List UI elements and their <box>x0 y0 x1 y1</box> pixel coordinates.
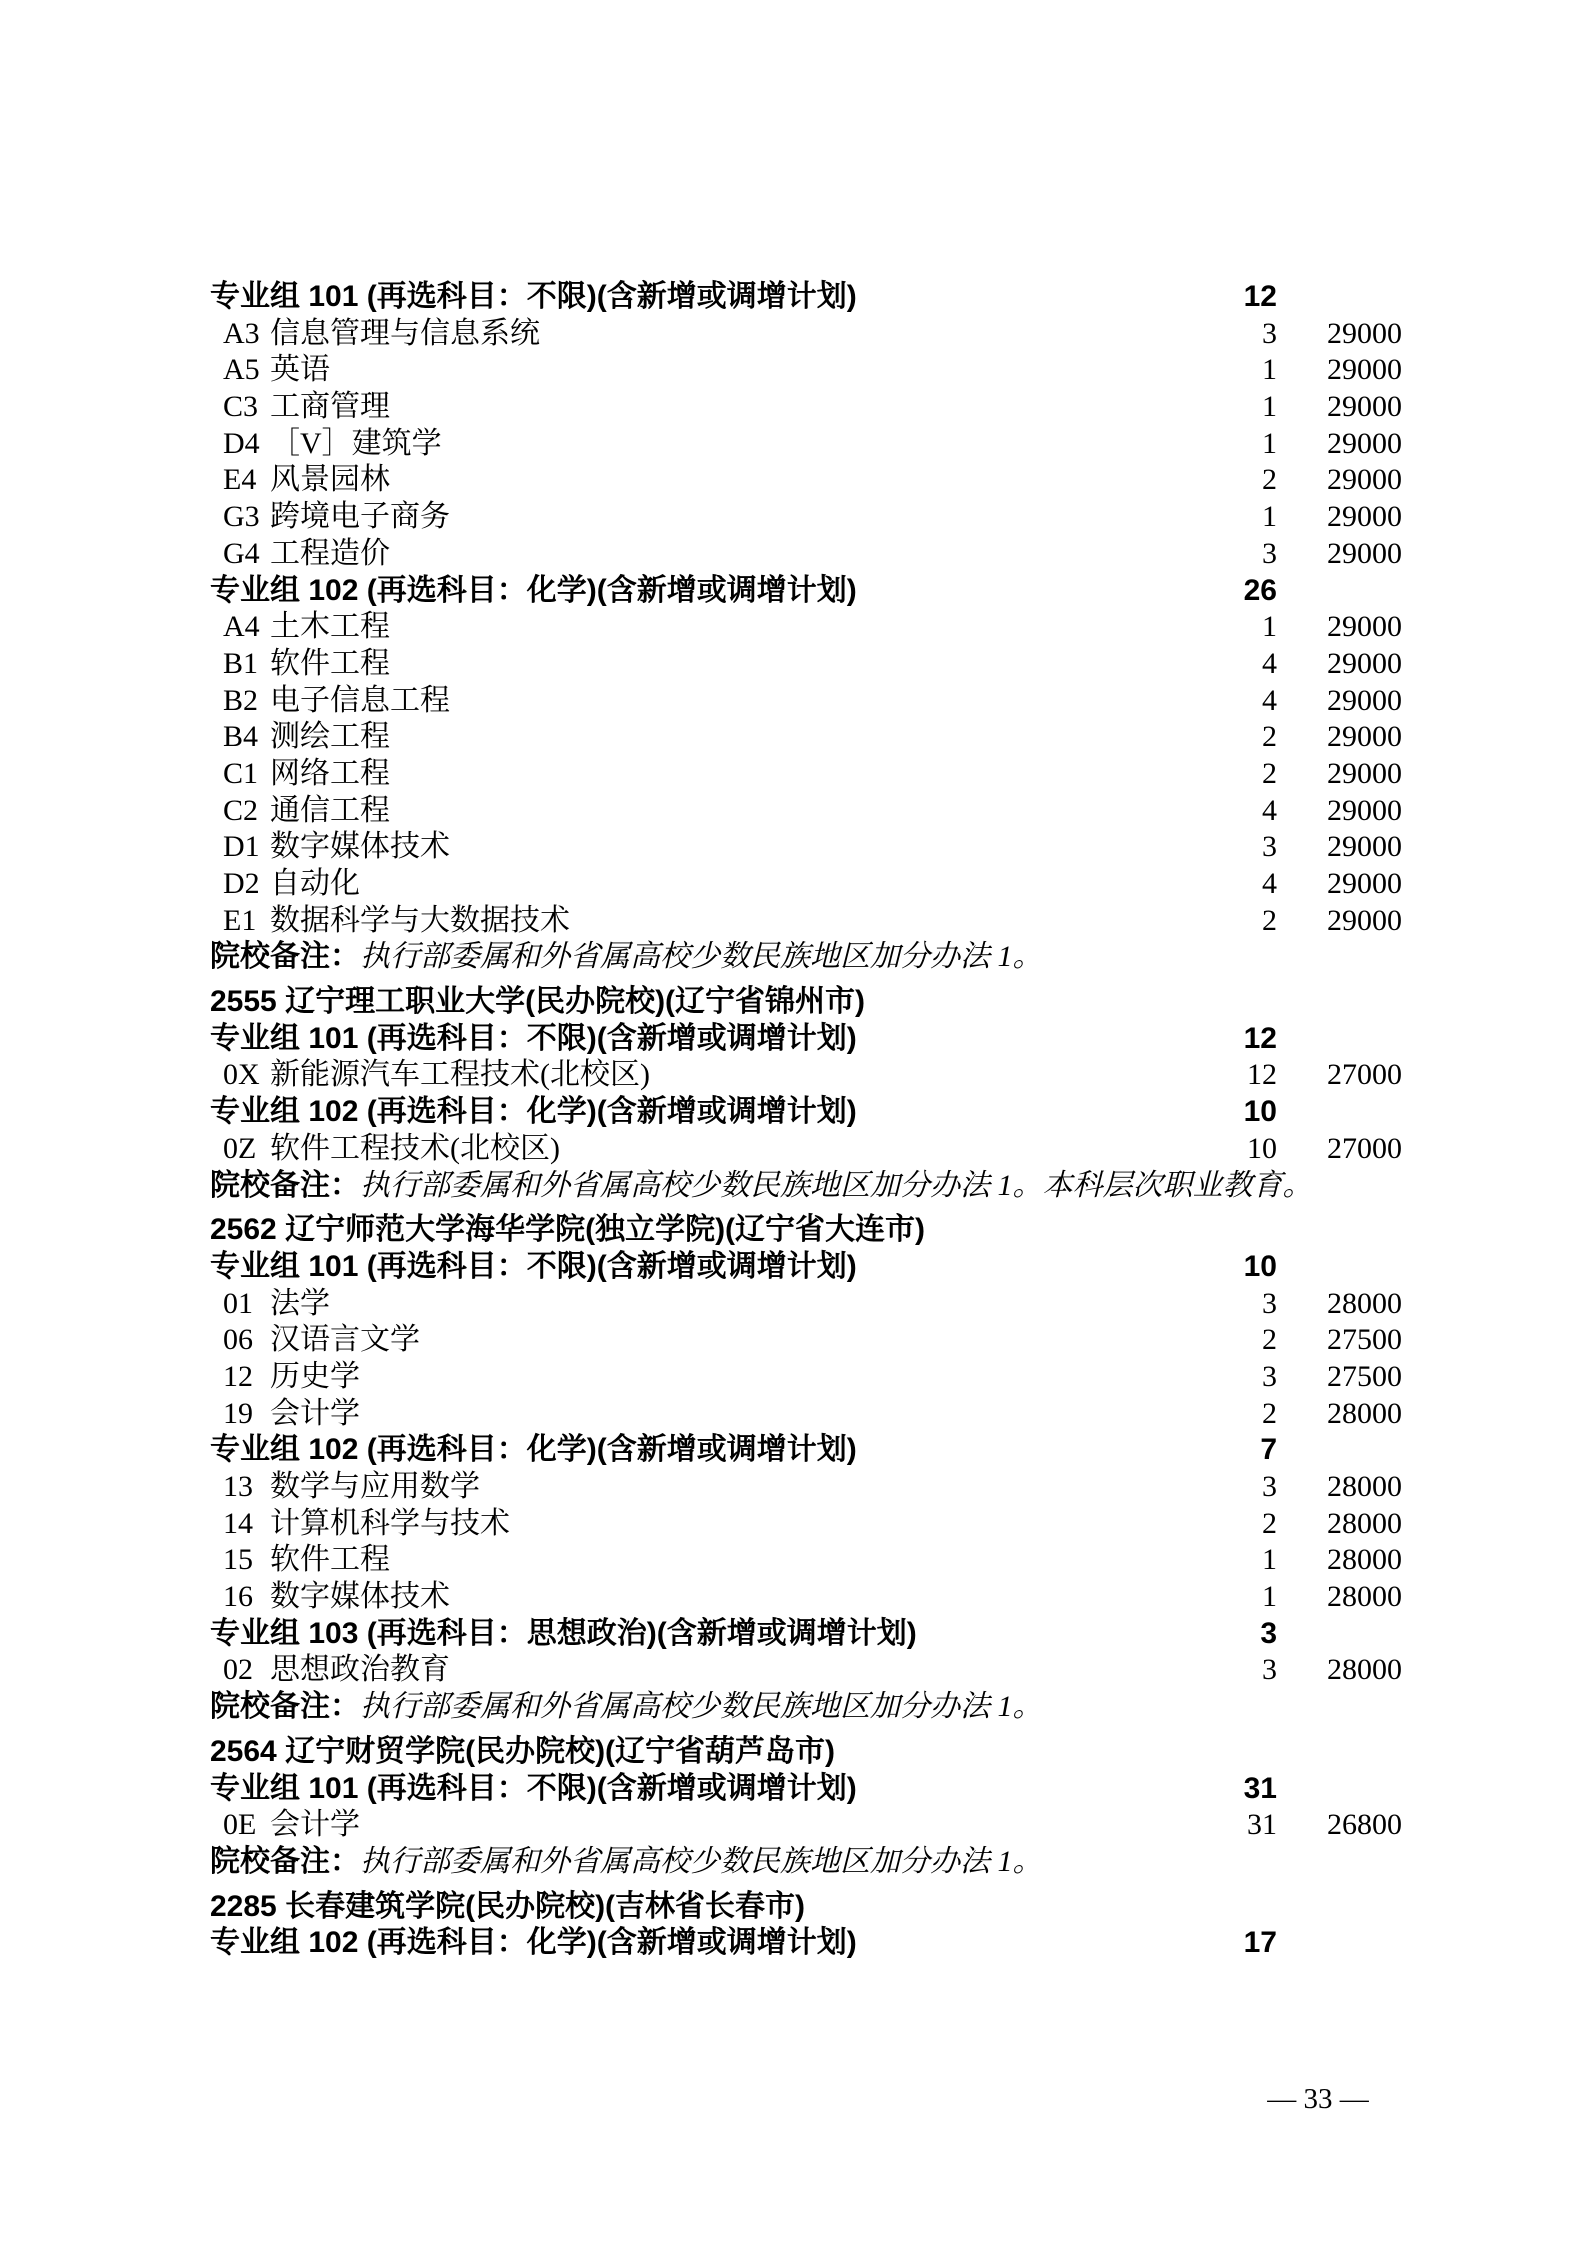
major-row <box>210 683 1402 720</box>
major-label <box>210 1359 1205 1396</box>
group-header <box>210 1021 1402 1058</box>
group-total: 10 <box>1243 1095 1277 1129</box>
major-name: 计算机科学与技术 <box>270 1506 510 1540</box>
major-code: 0X <box>223 1058 260 1092</box>
group-title: 专业组 101 (再选科目：不限)(含新增或调增计划) <box>210 280 857 313</box>
remark-text: 执行部委属和外省属高校少数民族地区加分办法 1。本科层次职业教育。 <box>360 1168 1313 1202</box>
major-label <box>210 646 1205 683</box>
major-code: A4 <box>223 610 260 644</box>
major-name: 法学 <box>270 1286 330 1320</box>
remark <box>210 1689 1402 1726</box>
group-total: 12 <box>1243 1021 1277 1055</box>
page-number: — 33 — <box>1267 2083 1369 2115</box>
major-code: E1 <box>223 903 257 937</box>
remark-label: 院校备注： <box>210 1690 360 1724</box>
major-name: 软件工程 <box>270 1543 390 1577</box>
major-name: 英语 <box>270 353 330 387</box>
major-fee: 29000 <box>1327 610 1402 644</box>
major-code: 0E <box>223 1808 257 1842</box>
major-count: 1 <box>1262 610 1277 644</box>
major-row <box>210 1807 1402 1844</box>
major-fee: 27500 <box>1327 1359 1402 1393</box>
major-label <box>210 1652 1205 1689</box>
group-title: 专业组 103 (再选科目：思想政治)(含新增或调增计划) <box>210 1616 917 1650</box>
major-count: 2 <box>1262 1506 1277 1540</box>
major-row <box>210 1579 1402 1616</box>
group-title: 专业组 102 (再选科目：化学)(含新增或调增计划) <box>210 1433 857 1467</box>
school-header <box>210 984 1402 1021</box>
major-code: B4 <box>223 720 259 754</box>
major-name: 汉语言文学 <box>270 1323 420 1357</box>
major-label <box>210 462 1205 499</box>
major-row <box>210 646 1402 683</box>
major-fee: 29000 <box>1327 830 1402 864</box>
major-name: 土木工程 <box>270 610 390 644</box>
major-label <box>210 793 1205 830</box>
major-name: 风景园林 <box>270 463 390 497</box>
major-code: D1 <box>223 830 260 864</box>
major-fee: 29000 <box>1327 756 1402 790</box>
major-name: 工程造价 <box>270 536 390 570</box>
major-fee: 29000 <box>1327 867 1402 900</box>
group-header <box>210 1094 1402 1131</box>
major-label <box>210 1579 1205 1616</box>
major-row <box>210 1542 1402 1579</box>
major-label <box>210 316 1205 353</box>
major-fee: 29000 <box>1327 646 1402 680</box>
major-row <box>210 389 1402 426</box>
major-name: 会计学 <box>270 1396 360 1430</box>
major-count: 1 <box>1262 500 1277 534</box>
major-count: 4 <box>1262 646 1277 680</box>
major-count: 2 <box>1262 1323 1277 1357</box>
major-row <box>210 829 1402 866</box>
major-row <box>210 903 1402 940</box>
major-label <box>210 1807 1205 1844</box>
group-header <box>210 1925 1402 1962</box>
major-count: 4 <box>1262 683 1277 717</box>
group-title: 专业组 101 (再选科目：不限)(含新增或调增计划) <box>210 1249 857 1283</box>
major-row <box>210 1506 1402 1543</box>
remark-label: 院校备注： <box>210 1844 360 1878</box>
major-name: 历史学 <box>270 1359 360 1393</box>
major-fee: 27000 <box>1327 1058 1402 1092</box>
major-label <box>210 389 1205 426</box>
major-code: C2 <box>223 793 259 827</box>
major-row <box>210 499 1402 536</box>
group-total: 26 <box>1243 573 1277 607</box>
major-code: G3 <box>223 500 260 534</box>
major-code: 12 <box>223 1359 253 1393</box>
group-title: 专业组 102 (再选科目：化学)(含新增或调增计划) <box>210 1095 857 1129</box>
group-total: 17 <box>1243 1926 1277 1960</box>
major-count: 10 <box>1247 1131 1277 1165</box>
major-row <box>210 1131 1402 1168</box>
major-row <box>210 352 1402 389</box>
major-count: 2 <box>1262 756 1277 790</box>
major-label <box>210 1286 1205 1323</box>
major-row <box>210 462 1402 499</box>
remark-label: 院校备注： <box>210 1168 360 1202</box>
major-code: E4 <box>223 463 257 497</box>
remark <box>210 1168 1402 1205</box>
major-code: 0Z <box>223 1131 257 1165</box>
group-total: 3 <box>1260 1616 1277 1650</box>
major-label <box>210 866 1205 903</box>
major-count: 3 <box>1262 1359 1277 1393</box>
major-name: 数据科学与大数据技术 <box>270 903 570 937</box>
major-fee: 28000 <box>1327 1286 1402 1320</box>
school-header <box>210 1212 1402 1249</box>
major-name: 网络工程 <box>270 756 390 790</box>
major-row <box>210 1396 1402 1433</box>
major-label <box>210 1322 1205 1359</box>
major-label <box>210 426 1205 463</box>
remark <box>210 1844 1402 1881</box>
major-code: 15 <box>223 1543 253 1577</box>
group-total: 31 <box>1243 1771 1277 1805</box>
group-title: 专业组 102 (再选科目：化学)(含新增或调增计划) <box>210 573 857 607</box>
major-label <box>210 499 1205 536</box>
major-label <box>210 1057 1205 1094</box>
remark-row <box>210 1689 1402 1726</box>
major-fee: 29000 <box>1327 390 1402 424</box>
major-name: 软件工程技术(北校区) <box>270 1131 560 1165</box>
major-code: A5 <box>223 353 260 387</box>
major-label <box>210 352 1205 389</box>
remark <box>210 939 1402 976</box>
group-total: 7 <box>1260 1433 1277 1467</box>
major-label <box>210 609 1205 646</box>
remark-row <box>210 1168 1402 1205</box>
major-name: 数学与应用数学 <box>270 1470 480 1503</box>
remark-text: 执行部委属和外省属高校少数民族地区加分办法 1。 <box>360 1844 1043 1878</box>
major-code: 19 <box>223 1396 253 1430</box>
major-label <box>210 719 1205 756</box>
major-row <box>210 1469 1402 1506</box>
major-count: 1 <box>1262 1580 1277 1614</box>
major-code: 13 <box>223 1470 253 1503</box>
major-code: D2 <box>223 867 260 900</box>
remark-text: 执行部委属和外省属高校少数民族地区加分办法 1。 <box>360 1690 1043 1724</box>
school-header <box>210 1734 1402 1771</box>
major-count: 2 <box>1262 720 1277 754</box>
major-fee: 29000 <box>1327 536 1402 570</box>
group-header <box>210 279 1402 316</box>
major-count: 3 <box>1262 830 1277 864</box>
major-fee: 29000 <box>1327 353 1402 387</box>
major-name: 自动化 <box>270 867 360 900</box>
group-header <box>210 1771 1402 1808</box>
major-code: 01 <box>223 1286 253 1320</box>
major-count: 3 <box>1262 1286 1277 1320</box>
major-fee: 29000 <box>1327 426 1402 460</box>
group-header <box>210 573 1402 610</box>
group-title: 专业组 102 (再选科目：化学)(含新增或调增计划) <box>210 1926 857 1960</box>
remark-row <box>210 1844 1402 1881</box>
major-row <box>210 426 1402 463</box>
major-name: 软件工程 <box>270 646 390 680</box>
group-title: 专业组 101 (再选科目：不限)(含新增或调增计划) <box>210 1771 857 1805</box>
major-label <box>210 903 1205 940</box>
major-fee: 28000 <box>1327 1653 1402 1687</box>
major-count: 3 <box>1262 316 1277 350</box>
major-count: 12 <box>1247 1058 1277 1092</box>
major-code: C3 <box>223 390 259 424</box>
major-label <box>210 1396 1205 1433</box>
major-row <box>210 316 1402 353</box>
major-code: 06 <box>223 1323 253 1357</box>
major-name: 数字媒体技术 <box>270 1580 450 1614</box>
major-code: G4 <box>223 536 260 570</box>
major-row <box>210 1322 1402 1359</box>
remark-label: 院校备注： <box>210 940 360 974</box>
group-header <box>210 1432 1402 1469</box>
remark-text: 执行部委属和外省属高校少数民族地区加分办法 1。 <box>360 940 1043 974</box>
major-count: 1 <box>1262 1543 1277 1577</box>
major-count: 3 <box>1262 1653 1277 1687</box>
major-code: 02 <box>223 1653 253 1687</box>
major-name: 信息管理与信息系统 <box>270 316 540 350</box>
school-title: 2564 辽宁财贸学院(民办院校)(辽宁省葫芦岛市) <box>210 1734 836 1768</box>
major-count: 31 <box>1247 1808 1277 1842</box>
group-total: 10 <box>1243 1249 1277 1283</box>
major-code: A3 <box>223 316 260 350</box>
major-code: D4 <box>223 426 260 460</box>
group-header <box>210 1616 1402 1653</box>
major-count: 2 <box>1262 903 1277 937</box>
major-label <box>210 1506 1205 1543</box>
major-count: 4 <box>1262 793 1277 827</box>
major-row <box>210 1359 1402 1396</box>
major-fee: 29000 <box>1327 500 1402 534</box>
major-count: 4 <box>1262 867 1277 900</box>
major-code: B2 <box>223 683 259 717</box>
major-code: 16 <box>223 1580 253 1614</box>
major-fee: 29000 <box>1327 903 1402 937</box>
major-name: 思想政治教育 <box>270 1653 450 1687</box>
major-row <box>210 1057 1402 1094</box>
major-name: 测绘工程 <box>270 720 390 754</box>
major-count: 1 <box>1262 390 1277 424</box>
admission-plan-list <box>210 279 1402 1962</box>
major-fee: 29000 <box>1327 463 1402 497</box>
major-count: 3 <box>1262 1470 1277 1503</box>
major-fee: 27000 <box>1327 1131 1402 1165</box>
major-name: 工商管理 <box>270 390 390 424</box>
group-title: 专业组 101 (再选科目：不限)(含新增或调增计划) <box>210 1021 857 1055</box>
major-label <box>210 1469 1205 1506</box>
major-name: ［V］建筑学 <box>270 426 442 460</box>
major-label <box>210 756 1205 793</box>
group-total: 12 <box>1243 280 1277 313</box>
major-name: 会计学 <box>270 1808 360 1842</box>
major-fee: 27500 <box>1327 1323 1402 1357</box>
major-row <box>210 719 1402 756</box>
major-label <box>210 683 1205 720</box>
major-label <box>210 1542 1205 1579</box>
major-row <box>210 793 1402 830</box>
school-header <box>210 1889 1402 1926</box>
major-name: 数字媒体技术 <box>270 830 450 864</box>
group-header <box>210 1249 1402 1286</box>
major-fee: 28000 <box>1327 1506 1402 1540</box>
major-code: 14 <box>223 1506 253 1540</box>
school-title: 2562 辽宁师范大学海华学院(独立学院)(辽宁省大连市) <box>210 1213 926 1247</box>
school-title: 2555 辽宁理工职业大学(民办院校)(辽宁省锦州市) <box>210 985 866 1019</box>
major-fee: 29000 <box>1327 683 1402 717</box>
major-row <box>210 1652 1402 1689</box>
major-fee: 29000 <box>1327 316 1402 350</box>
major-row <box>210 1286 1402 1323</box>
major-label <box>210 829 1205 866</box>
major-count: 2 <box>1262 1396 1277 1430</box>
major-count: 3 <box>1262 536 1277 570</box>
major-code: B1 <box>223 646 259 680</box>
major-count: 1 <box>1262 353 1277 387</box>
major-name: 电子信息工程 <box>270 683 450 717</box>
major-name: 新能源汽车工程技术(北校区) <box>270 1058 650 1092</box>
major-code: C1 <box>223 756 259 790</box>
major-row <box>210 756 1402 793</box>
major-row <box>210 866 1402 903</box>
major-fee: 29000 <box>1327 793 1402 827</box>
major-fee: 29000 <box>1327 720 1402 754</box>
major-label <box>210 536 1205 573</box>
major-name: 跨境电子商务 <box>270 500 450 534</box>
remark-row <box>210 939 1402 976</box>
major-row <box>210 536 1402 573</box>
major-count: 2 <box>1262 463 1277 497</box>
major-fee: 28000 <box>1327 1396 1402 1430</box>
major-row <box>210 609 1402 646</box>
major-fee: 28000 <box>1327 1470 1402 1503</box>
school-title: 2285 长春建筑学院(民办院校)(吉林省长春市) <box>210 1889 806 1923</box>
major-label <box>210 1131 1205 1168</box>
major-fee: 26800 <box>1327 1808 1402 1842</box>
major-fee: 28000 <box>1327 1543 1402 1577</box>
major-count: 1 <box>1262 426 1277 460</box>
major-name: 通信工程 <box>270 793 390 827</box>
major-fee: 28000 <box>1327 1580 1402 1614</box>
